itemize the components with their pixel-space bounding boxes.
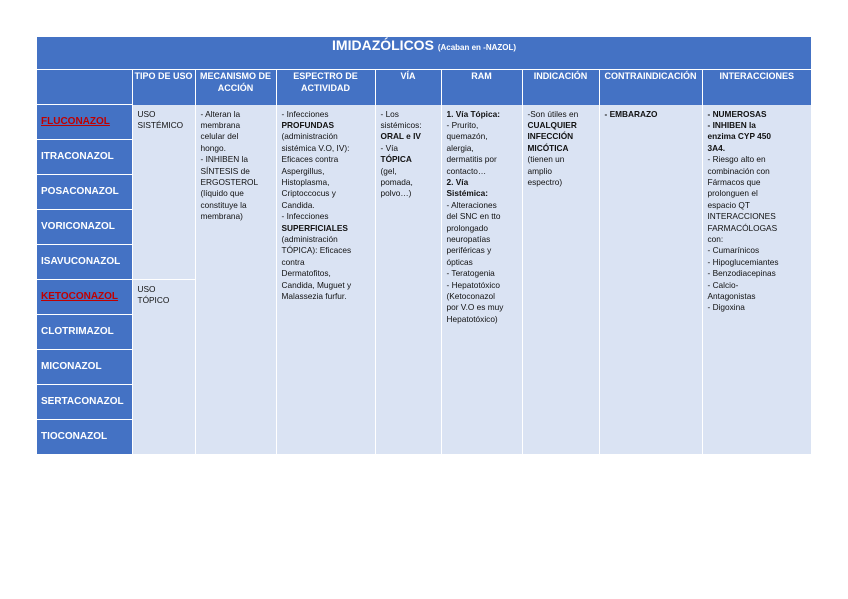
- ram-line: quemazón,: [446, 131, 488, 142]
- tipo-uso-topico: [132, 280, 195, 455]
- espectro-line: PROFUNDAS: [281, 119, 335, 130]
- indicacion-line: espectro): [527, 176, 563, 187]
- interacciones-line: 3A4.: [707, 142, 726, 153]
- title-row: [37, 37, 811, 70]
- espectro-cell: [276, 105, 375, 455]
- indicacion-line: -Son útiles en: [527, 108, 579, 119]
- interacciones-line: - Benzodiacepinas: [707, 268, 776, 279]
- drug-sertaconazol: SERTACONAZOL: [37, 385, 132, 420]
- ram-line: del SNC en tto: [446, 211, 501, 222]
- interacciones-line: - Hipoglucemiantes: [707, 256, 779, 267]
- header-mecanismo: MECANISMO DE ACCIÓN: [195, 70, 276, 105]
- title-subtitle: (Acaban en -NAZOL): [437, 43, 517, 52]
- mecanismo-line: constituye la: [200, 199, 247, 210]
- interacciones-line: - Calcio-: [707, 279, 739, 290]
- header-corner: [37, 70, 132, 105]
- interacciones-line: - Digoxina: [707, 302, 745, 313]
- tipo-uso-line: USO: [137, 108, 156, 119]
- indicacion-line: MICÓTICA: [527, 142, 569, 153]
- ram-line: 2. Vía: [446, 176, 469, 187]
- interacciones-line: enzima CYP 450: [707, 131, 771, 142]
- ram-line: - Prurito,: [446, 119, 479, 130]
- espectro-line: TÓPICA): Eficaces: [281, 245, 352, 256]
- header-ram: RAM: [441, 70, 522, 105]
- interacciones-line: Antagonistas: [707, 291, 756, 301]
- imidazolicos-table: [37, 37, 811, 454]
- drug-miconazol: MICONAZOL: [37, 350, 132, 385]
- interacciones-line: - NUMEROSAS: [707, 108, 767, 119]
- indicacion-line: (tienen un: [527, 154, 565, 165]
- table-title: [37, 37, 811, 70]
- via-line: (gel,: [380, 165, 397, 176]
- mecanismo-line: - INHIBEN la: [200, 154, 248, 165]
- espectro-line: - Infecciones: [281, 108, 329, 119]
- title-main: IMIDAZÓLICOS: [332, 37, 434, 53]
- ram-line: Hepatotóxico): [446, 313, 498, 324]
- drug-voriconazol: VORICONAZOL: [37, 210, 132, 245]
- mecanismo-line: membrana: [200, 119, 241, 130]
- via-line: pomada,: [380, 176, 413, 187]
- espectro-line: SUPERFICIALES: [281, 222, 348, 233]
- ram-line: alergia,: [446, 142, 474, 153]
- espectro-line: Candida, Muguet y: [281, 279, 352, 290]
- header-indicacion: INDICACIÓN: [522, 70, 599, 105]
- ram-line: - Hepatotóxico: [446, 279, 500, 290]
- ram-line: dermatitis por: [446, 154, 497, 165]
- via-line: polvo…): [380, 188, 412, 199]
- espectro-line: Dermatofitos,: [281, 268, 331, 279]
- drug-clotrimazol: CLOTRIMAZOL: [37, 315, 132, 350]
- drug-itraconazol: ITRACONAZOL: [37, 140, 132, 175]
- drug-tioconazol: TIOCONAZOL: [37, 420, 132, 455]
- interacciones-line: - INHIBEN la: [707, 119, 756, 130]
- mecanismo-line: hongo.: [200, 142, 226, 153]
- indicacion-line: CUALQUIER: [527, 119, 577, 130]
- table-row: [37, 105, 811, 140]
- interacciones-line: combinación con: [707, 165, 770, 176]
- ram-line: - Alteraciones: [446, 199, 497, 210]
- via-cell: [375, 105, 441, 455]
- espectro-line: Eficaces contra: [281, 154, 339, 165]
- espectro-line: - Infecciones: [281, 211, 329, 222]
- header-espectro: ESPECTRO DE ACTIVIDAD: [276, 70, 375, 105]
- via-line: - Vía: [380, 142, 399, 153]
- mecanismo-cell: [195, 105, 276, 455]
- interacciones-line: espacio QT: [707, 199, 750, 210]
- interacciones-line: INTERACCIONES: [707, 211, 776, 222]
- espectro-line: Malassezia furfur.: [281, 291, 347, 301]
- indicacion-cell: [522, 105, 599, 455]
- ram-cell: [441, 105, 522, 455]
- ram-line: contacto…: [446, 165, 487, 176]
- header-tipo-uso: TIPO DE USO: [132, 70, 195, 105]
- interacciones-line: - Riesgo alto en: [707, 154, 766, 165]
- espectro-line: Histoplasma,: [281, 176, 330, 187]
- mecanismo-line: - Alteran la: [200, 108, 241, 119]
- via-line: ORAL e IV: [380, 131, 421, 142]
- tipo-uso-sistemico: [132, 105, 195, 280]
- ram-line: ópticas: [446, 256, 473, 267]
- ram-line: Sistémica:: [446, 188, 489, 199]
- interacciones-line: FARMACÓLOGAS: [707, 222, 778, 233]
- via-line: - Los: [380, 108, 399, 119]
- drug-posaconazol: POSACONAZOL: [37, 175, 132, 210]
- header-via: VÍA: [375, 70, 441, 105]
- mecanismo-line: membrana): [200, 211, 243, 222]
- header-contraindicacion: CONTRAINDICACIÓN: [599, 70, 702, 105]
- ram-line: por V.O es muy: [446, 302, 504, 313]
- espectro-line: contra: [281, 256, 305, 267]
- via-line: sistémicos:: [380, 119, 422, 130]
- mecanismo-line: ERGOSTEROL: [200, 176, 259, 187]
- tipo-uso-line: TÓPICO: [137, 295, 170, 306]
- tipo-uso-line: USO: [137, 284, 156, 294]
- contraindicacion-cell: [599, 105, 702, 455]
- drug-fluconazol: FLUCONAZOL: [37, 105, 132, 140]
- interacciones-line: - Cumarínicos: [707, 245, 760, 256]
- via-line: TÓPICA: [380, 154, 412, 165]
- contraindicacion-line: - EMBARAZO: [604, 108, 658, 119]
- espectro-line: Aspergillus,: [281, 165, 325, 176]
- indicacion-line: INFECCIÓN: [527, 131, 574, 142]
- interacciones-line: Fármacos que: [707, 176, 761, 187]
- indicacion-line: amplio: [527, 165, 552, 176]
- header-interacciones: INTERACCIONES: [702, 70, 811, 105]
- drug-isavuconazol: ISAVUCONAZOL: [37, 245, 132, 280]
- mecanismo-line: (líquido que: [200, 188, 244, 199]
- ram-line: (Ketoconazol: [446, 291, 495, 301]
- ram-line: neuropatías: [446, 233, 491, 244]
- interacciones-line: con:: [707, 233, 724, 244]
- mecanismo-line: SÍNTESIS de: [200, 165, 250, 176]
- espectro-line: (administración: [281, 131, 338, 142]
- header-row: [37, 70, 811, 105]
- tipo-uso-line: SISTÉMICO: [137, 119, 184, 130]
- interacciones-cell: [702, 105, 811, 455]
- espectro-line: Candida.: [281, 199, 315, 210]
- espectro-line: Criptoccocus y: [281, 188, 336, 199]
- ram-line: 1. Vía Tópica:: [446, 108, 500, 119]
- ram-line: prolongado: [446, 222, 489, 233]
- espectro-line: sistémica V.O, IV):: [281, 142, 350, 153]
- mecanismo-line: celular del: [200, 131, 239, 142]
- espectro-line: (administración: [281, 233, 338, 244]
- ram-line: periféricas y: [446, 245, 492, 256]
- drug-ketoconazol: KETOCONAZOL: [37, 280, 132, 315]
- interacciones-line: prolonguen el: [707, 188, 758, 199]
- ram-line: - Teratogenia: [446, 268, 495, 279]
